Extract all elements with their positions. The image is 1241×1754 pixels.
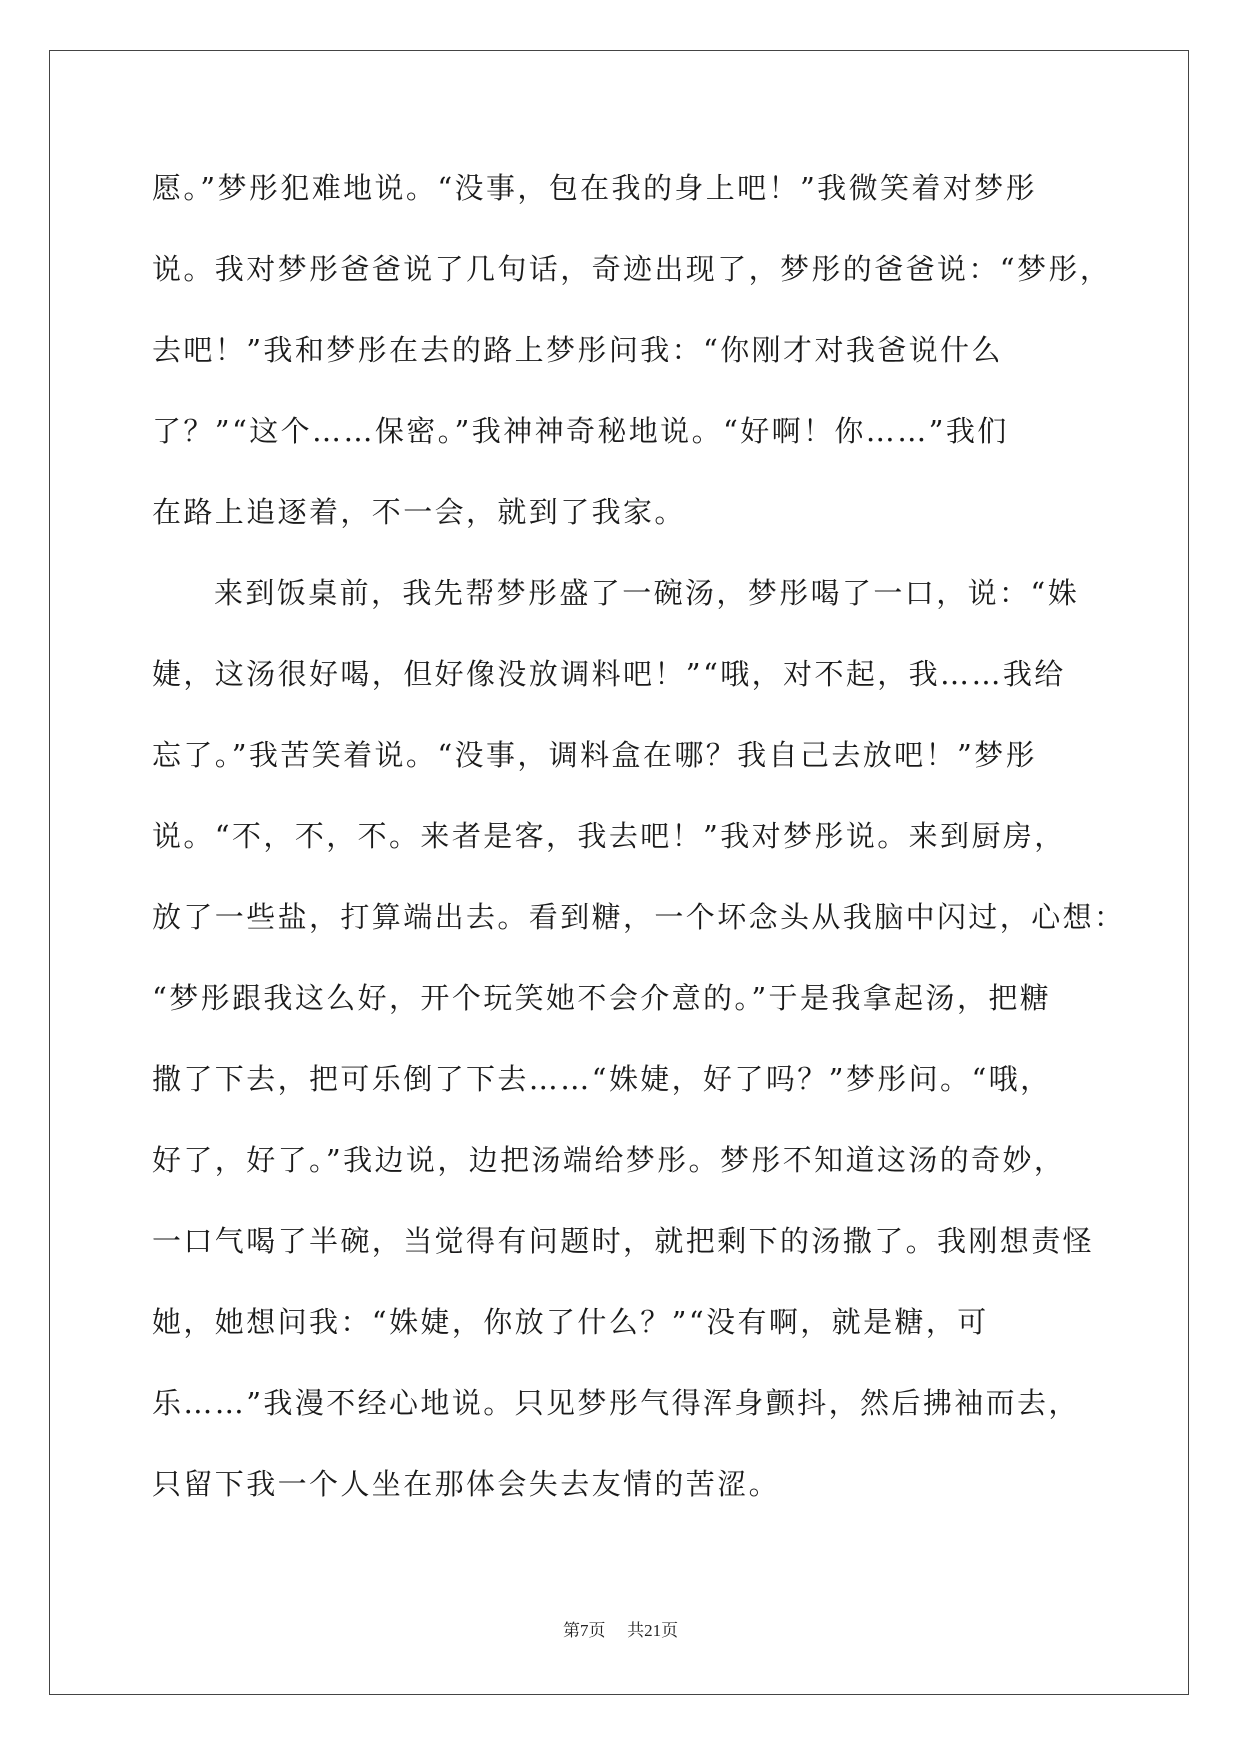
text-line: 一口气喝了半碗，当觉得有问题时，就把剩下的汤撒了。我刚想责怪 bbox=[152, 1224, 1095, 1258]
total-suffix: 页 bbox=[661, 1621, 679, 1641]
text-line: 婕，这汤很好喝，但好像没放调料吧！”“哦，对不起，我……我给 bbox=[152, 657, 1066, 691]
text-line: 去吧！”我和梦彤在去的路上梦彤问我：“你刚才对我爸说什么 bbox=[152, 333, 1003, 367]
text-line: 她，她想问我：“姝婕，你放了什么？”“没有啊，就是糖，可 bbox=[152, 1305, 989, 1339]
paragraph-start-line: 来到饭桌前，我先帮梦彤盛了一碗汤，梦彤喝了一口，说：“姝 bbox=[214, 576, 1080, 610]
page-number: 7 bbox=[579, 1621, 589, 1640]
text-line: 撒了下去，把可乐倒了下去……“姝婕，好了吗？”梦彤问。“哦， bbox=[152, 1062, 1052, 1096]
text-line: 了？”“这个……保密。”我神神奇秘地说。“好啊！你……”我们 bbox=[152, 414, 1009, 448]
text-line: 说。我对梦彤爸爸说了几句话，奇迹出现了，梦彤的爸爸说：“梦彤， bbox=[152, 252, 1112, 286]
page-footer bbox=[0, 1619, 1241, 1643]
document-body bbox=[152, 158, 1126, 1535]
total-pages: 21 bbox=[644, 1621, 662, 1640]
text-line: 乐……”我漫不经心地说。只见梦彤气得浑身颤抖，然后拂袖而去， bbox=[152, 1386, 1080, 1420]
total-prefix: 共 bbox=[627, 1621, 645, 1641]
text-line: 只留下我一个人坐在那体会失去友情的苦涩。 bbox=[152, 1467, 781, 1501]
text-line: 放了一些盐，打算端出去。看到糖，一个坏念头从我脑中闪过，心想： bbox=[152, 900, 1126, 934]
page-suffix: 页 bbox=[588, 1621, 606, 1641]
text-line: 在路上追逐着，不一会，就到了我家。 bbox=[152, 495, 686, 529]
text-line: 好了，好了。”我边说，边把汤端给梦彤。梦彤不知道这汤的奇妙， bbox=[152, 1143, 1066, 1177]
text-line: 说。“不，不，不。来者是客，我去吧！”我对梦彤说。来到厨房， bbox=[152, 819, 1066, 853]
text-line: 愿。”梦彤犯难地说。“没事，包在我的身上吧！”我微笑着对梦彤 bbox=[152, 171, 1037, 205]
page-prefix: 第 bbox=[562, 1621, 580, 1641]
text-line: “梦彤跟我这么好，开个玩笑她不会介意的。”于是我拿起汤，把糖 bbox=[152, 981, 1052, 1015]
text-line: 忘了。”我苦笑着说。“没事，调料盒在哪？我自己去放吧！”梦彤 bbox=[152, 738, 1037, 772]
